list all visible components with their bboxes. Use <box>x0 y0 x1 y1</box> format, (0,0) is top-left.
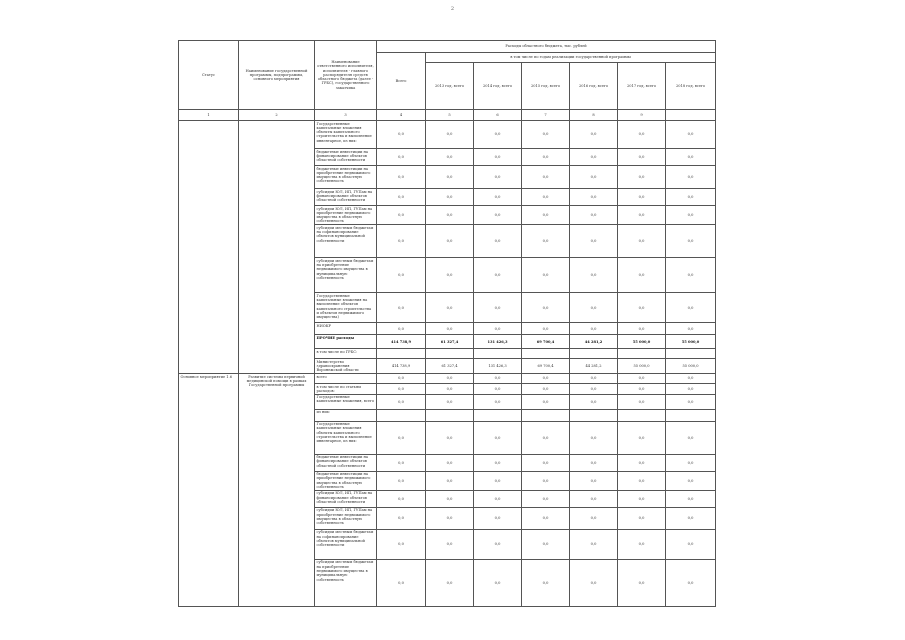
row-value: 0,0 <box>522 529 570 559</box>
row-value: 0,0 <box>570 149 618 166</box>
row-value: 0,0 <box>377 121 426 149</box>
header-expenses: Расходы областного бюджета, тыс. рублей <box>377 41 716 53</box>
row-value: 0,0 <box>522 149 570 166</box>
row-value: 0,0 <box>570 323 618 335</box>
row-value: 0,0 <box>666 149 716 166</box>
row-value <box>377 349 426 359</box>
row-value: 0,0 <box>666 258 716 293</box>
header-status: Статус <box>179 41 239 110</box>
column-number: 6 <box>474 110 522 121</box>
row-value: 0,0 <box>426 384 474 395</box>
row-value: 0,0 <box>570 507 618 529</box>
row-value: 0,0 <box>377 384 426 395</box>
row-value: 414 738,9 <box>377 335 426 349</box>
column-number: 3 <box>315 110 377 121</box>
column-number: 7 <box>522 110 570 121</box>
row-value: 0,0 <box>666 166 716 189</box>
row-value: 0,0 <box>474 490 522 507</box>
row-value: 0,0 <box>522 293 570 323</box>
row-value: 0,0 <box>426 374 474 384</box>
row-value: 0,0 <box>474 225 522 258</box>
row-value: 0,0 <box>426 323 474 335</box>
row-value: 0,0 <box>666 421 716 454</box>
row-label: бюджетные инвестиции на финансирование объектов областной собственности <box>315 149 377 166</box>
row-value: 0,0 <box>618 394 666 409</box>
row-value: 0,0 <box>522 121 570 149</box>
row-label: всего <box>315 374 377 384</box>
row-label: субсидии местным бюджетам на приобретение недвижимого имущества в муниципальную собственность <box>315 258 377 293</box>
row-value: 0,0 <box>474 384 522 395</box>
row-value: 0,0 <box>377 293 426 323</box>
row-value: 0,0 <box>618 490 666 507</box>
row-value: 0,0 <box>522 166 570 189</box>
row-value: 0,0 <box>474 149 522 166</box>
row-value: 0,0 <box>522 471 570 490</box>
table-row <box>179 121 716 149</box>
row-value: 0,0 <box>377 559 426 606</box>
row-value: 0,0 <box>570 529 618 559</box>
column-number: 1 <box>179 110 239 121</box>
row-value: 0,0 <box>377 225 426 258</box>
row-value: 55 000,0 <box>618 335 666 349</box>
row-value: 0,0 <box>426 507 474 529</box>
row-label: ПРОЧИЕ расходы <box>315 335 377 349</box>
row-value <box>426 409 474 421</box>
row-status: Основное мероприятие 1.6 <box>179 374 239 607</box>
row-value: 0,0 <box>666 507 716 529</box>
row-value: 0,0 <box>426 258 474 293</box>
row-value: 0,0 <box>522 225 570 258</box>
row-value: 0,0 <box>377 323 426 335</box>
row-value: 0,0 <box>618 206 666 225</box>
row-label: субсидии местным бюджетам на софинансирование объектов муниципальной собственности <box>315 225 377 258</box>
row-value: 0,0 <box>618 258 666 293</box>
row-value: 0,0 <box>618 225 666 258</box>
row-value: 0,0 <box>474 166 522 189</box>
header-year-2017: 2017 год, всего <box>618 63 666 110</box>
row-value <box>570 409 618 421</box>
row-value: 0,0 <box>618 454 666 471</box>
row-value: 414 738,9 <box>377 359 426 374</box>
row-value: 0,0 <box>618 507 666 529</box>
table-body <box>179 41 716 607</box>
row-value: 0,0 <box>618 471 666 490</box>
row-value: 0,0 <box>522 394 570 409</box>
row-label: из них: <box>315 409 377 421</box>
row-value: 0,0 <box>426 225 474 258</box>
row-value <box>666 349 716 359</box>
row-status <box>179 121 239 374</box>
row-value: 0,0 <box>377 166 426 189</box>
row-value: 0,0 <box>474 374 522 384</box>
page-number: 2 <box>450 6 455 12</box>
row-value: 0,0 <box>474 529 522 559</box>
header-total: Всего <box>377 53 426 110</box>
row-value: 0,0 <box>522 189 570 206</box>
row-name <box>239 121 315 374</box>
row-value: 0,0 <box>426 454 474 471</box>
row-value: 0,0 <box>618 559 666 606</box>
row-value: 0,0 <box>522 490 570 507</box>
row-label: бюджетные инвестиции на приобретение недвижимого имущества в областную собственность <box>315 471 377 490</box>
row-value: 0,0 <box>377 507 426 529</box>
row-value: 44 281,2 <box>570 335 618 349</box>
row-value <box>522 349 570 359</box>
row-value: 0,0 <box>570 559 618 606</box>
row-value: 0,0 <box>377 454 426 471</box>
row-label: субсидии ЮЛ, ИП, ГУПам на приобретение недвижимого имущества в областную собственность <box>315 507 377 529</box>
row-value: 0,0 <box>522 323 570 335</box>
header-year-2013: 2013 год, всего <box>426 63 474 110</box>
row-value: 0,0 <box>522 454 570 471</box>
row-value: 0,0 <box>426 394 474 409</box>
row-value <box>618 409 666 421</box>
row-value: 0,0 <box>666 206 716 225</box>
row-value: 0,0 <box>426 206 474 225</box>
row-value: 0,0 <box>426 189 474 206</box>
row-value: 0,0 <box>666 454 716 471</box>
column-number: 9 <box>618 110 666 121</box>
row-value: 0,0 <box>666 121 716 149</box>
row-value: 0,0 <box>666 225 716 258</box>
row-value: 0,0 <box>377 374 426 384</box>
row-value: 0,0 <box>666 490 716 507</box>
row-value: 0,0 <box>377 189 426 206</box>
header-including: в том числе по годам реализации государственной программы <box>426 53 716 63</box>
row-value: 0,0 <box>570 394 618 409</box>
row-value: 0,0 <box>522 206 570 225</box>
row-value: 0,0 <box>377 529 426 559</box>
row-label: в том числе по статьям расходов: <box>315 384 377 395</box>
row-value: 0,0 <box>426 166 474 189</box>
row-value: 0,0 <box>474 454 522 471</box>
table-row <box>179 374 716 384</box>
row-value: 0,0 <box>426 490 474 507</box>
row-value <box>618 349 666 359</box>
row-value: 0,0 <box>666 529 716 559</box>
row-label: Государственные капитальные вложения на выполнение объектов капитального строительства и объектов недвижимого имущества) <box>315 293 377 323</box>
row-value: 0,0 <box>666 559 716 606</box>
row-value: 0,0 <box>474 189 522 206</box>
row-value: 0,0 <box>377 421 426 454</box>
row-value: 0,0 <box>426 559 474 606</box>
row-value: 0,0 <box>618 166 666 189</box>
row-value: 0,0 <box>474 206 522 225</box>
row-value: 0,0 <box>426 471 474 490</box>
row-value: 61 327,4 <box>426 359 474 374</box>
row-value: 0,0 <box>474 121 522 149</box>
row-value: 69 700,4 <box>522 335 570 349</box>
row-value: 0,0 <box>474 507 522 529</box>
header-year-2016: 2016 год, всего <box>570 63 618 110</box>
row-value: 0,0 <box>666 394 716 409</box>
row-value: 0,0 <box>618 293 666 323</box>
row-value: 0,0 <box>666 374 716 384</box>
row-value: 55 000,0 <box>618 359 666 374</box>
header-year-2015: 2015 год, всего <box>522 63 570 110</box>
row-value: 0,0 <box>570 166 618 189</box>
row-label: субсидии ЮЛ, ИП, ГУПам на финансирование объектов областной собственности <box>315 189 377 206</box>
row-value: 0,0 <box>426 149 474 166</box>
row-value: 0,0 <box>522 374 570 384</box>
row-value: 0,0 <box>522 421 570 454</box>
row-value: 131 426,3 <box>474 335 522 349</box>
column-number: 4 <box>377 110 426 121</box>
row-value <box>666 409 716 421</box>
column-number-row <box>179 110 716 121</box>
row-value: 0,0 <box>618 189 666 206</box>
row-value: 0,0 <box>618 421 666 454</box>
row-value: 0,0 <box>570 384 618 395</box>
row-value: 55 000,0 <box>666 335 716 349</box>
row-label: субсидии местным бюджетам на софинансирование объектов муниципальной собственности <box>315 529 377 559</box>
row-value <box>426 349 474 359</box>
row-value: 0,0 <box>666 384 716 395</box>
row-value: 0,0 <box>618 384 666 395</box>
row-value: 44 281,2 <box>570 359 618 374</box>
row-label: бюджетные инвестиции на приобретение недвижимого имущества в областную собственность <box>315 166 377 189</box>
row-value: 0,0 <box>474 559 522 606</box>
row-value: 0,0 <box>377 394 426 409</box>
row-label: бюджетные инвестиции на финансирование объектов областной собственности <box>315 454 377 471</box>
row-value: 0,0 <box>474 394 522 409</box>
row-value: 0,0 <box>474 258 522 293</box>
row-value: 0,0 <box>474 471 522 490</box>
row-value <box>570 349 618 359</box>
row-value: 0,0 <box>570 121 618 149</box>
row-value: 0,0 <box>618 323 666 335</box>
row-value: 69 700,4 <box>522 359 570 374</box>
row-label: субсидии ЮЛ, ИП, ГУПам на приобретение недвижимого имущества в областную собственность <box>315 206 377 225</box>
row-value: 0,0 <box>474 421 522 454</box>
row-value: 0,0 <box>570 189 618 206</box>
row-value <box>474 349 522 359</box>
row-label: НИОКР <box>315 323 377 335</box>
budget-table <box>178 40 716 607</box>
row-value: 0,0 <box>666 471 716 490</box>
row-value <box>522 409 570 421</box>
row-value: 0,0 <box>426 529 474 559</box>
row-value: 0,0 <box>570 258 618 293</box>
row-value: 0,0 <box>570 421 618 454</box>
row-label: субсидии местным бюджетам на приобретение недвижимого имущества в муниципальную собственность <box>315 559 377 606</box>
row-value: 0,0 <box>618 121 666 149</box>
row-label: Государственные капитальные вложения объекты капитального строительства и выполнение инвентарное, из них: <box>315 121 377 149</box>
row-value: 0,0 <box>377 206 426 225</box>
row-value: 0,0 <box>570 490 618 507</box>
row-value: 0,0 <box>570 225 618 258</box>
row-value: 0,0 <box>377 149 426 166</box>
row-value <box>474 409 522 421</box>
row-value: 0,0 <box>426 421 474 454</box>
row-value: 0,0 <box>522 258 570 293</box>
row-label: Государственные капитальные вложения объекты капитального строительства и выполнение инвентарное, из них: <box>315 421 377 454</box>
row-value: 0,0 <box>618 529 666 559</box>
header-year-2014: 2014 год, всего <box>474 63 522 110</box>
header-year-2018: 2018 год, всего <box>666 63 716 110</box>
row-label: Государственные капитальные вложения, всего <box>315 394 377 409</box>
row-name: Развитие системы первичной медицинской помощи в рамках Государственной программы <box>239 374 315 607</box>
header-responsible: Наименование ответственного исполнителя, исполнителя - главного распорядителя средств областного бюджета (далее - ГРБС), государственного заказчика <box>315 41 377 110</box>
row-value: 131 426,3 <box>474 359 522 374</box>
row-value: 0,0 <box>666 323 716 335</box>
row-value: 0,0 <box>618 374 666 384</box>
row-value: 0,0 <box>570 374 618 384</box>
row-value: 0,0 <box>570 471 618 490</box>
row-value: 0,0 <box>474 293 522 323</box>
row-value: 0,0 <box>377 258 426 293</box>
column-number: 2 <box>239 110 315 121</box>
row-value: 0,0 <box>570 454 618 471</box>
row-value: 0,0 <box>666 189 716 206</box>
row-value: 0,0 <box>377 471 426 490</box>
row-value: 55 000,0 <box>666 359 716 374</box>
row-value: 61 327,4 <box>426 335 474 349</box>
row-value: 0,0 <box>522 507 570 529</box>
row-label: в том числе по ГРБС: <box>315 349 377 359</box>
row-value: 0,0 <box>522 384 570 395</box>
row-value: 0,0 <box>666 293 716 323</box>
column-number: 8 <box>570 110 618 121</box>
row-value <box>377 409 426 421</box>
row-value: 0,0 <box>377 490 426 507</box>
row-value: 0,0 <box>570 206 618 225</box>
header-name: Наименование государственной программы, подпрограммы, основного мероприятия <box>239 41 315 110</box>
row-value: 0,0 <box>426 293 474 323</box>
row-value: 0,0 <box>522 559 570 606</box>
column-number: 5 <box>426 110 474 121</box>
row-label: субсидии ЮЛ, ИП, ГУПам на финансирование объектов областной собственности <box>315 490 377 507</box>
column-number <box>666 110 716 121</box>
row-value: 0,0 <box>474 323 522 335</box>
row-value: 0,0 <box>618 149 666 166</box>
row-value: 0,0 <box>426 121 474 149</box>
row-value: 0,0 <box>570 293 618 323</box>
row-label: Министерство здравоохранения Воронежской области <box>315 359 377 374</box>
